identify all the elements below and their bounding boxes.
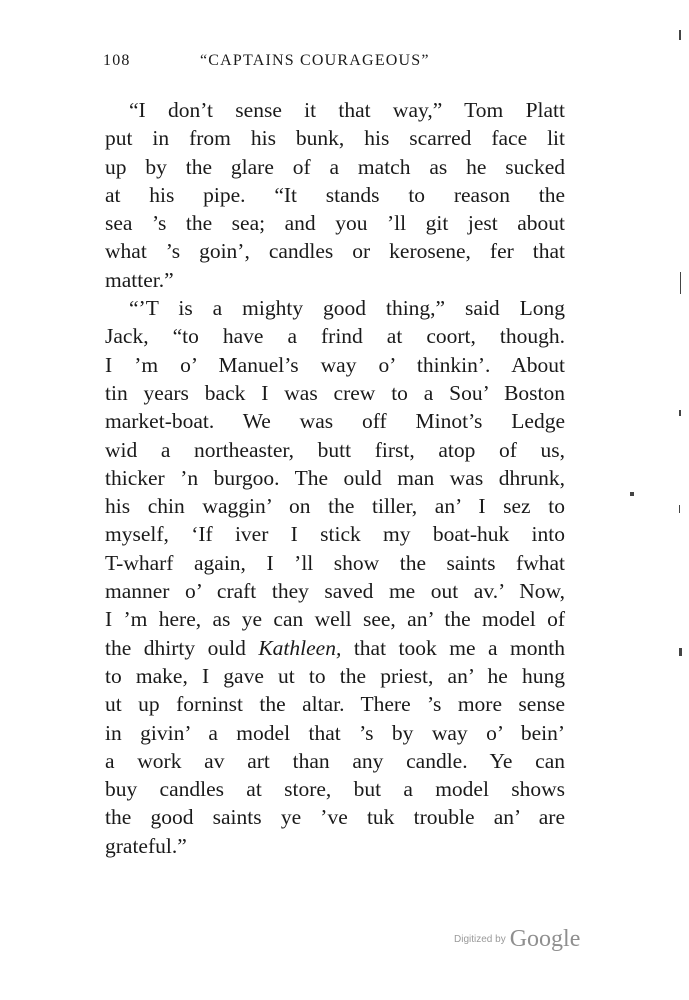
text-line: sea ’s the sea; and you ’ll git jest about xyxy=(105,211,565,236)
digitized-watermark xyxy=(454,926,580,953)
text-line: put in from his bunk, his scarred face lit xyxy=(105,126,565,151)
text-line xyxy=(105,634,565,662)
text-line: T-wharf again, I ’ll show the saints fwhat xyxy=(105,550,565,575)
text-line: up by the glare of a match as he sucked xyxy=(105,154,565,179)
text-line: a work av art than any candle. Ye can xyxy=(105,748,565,773)
text-line: ut up forninst the altar. There ’s more sense xyxy=(105,692,565,717)
text-line: his chin waggin’ on the tiller, an’ I sez to xyxy=(105,494,565,519)
text-line: wid a northeaster, butt first, atop of us, xyxy=(105,437,565,462)
scan-mark xyxy=(679,410,681,416)
text-line: grateful.” xyxy=(105,833,187,858)
scan-mark xyxy=(679,505,680,513)
text-line: “’T is a mighty good thing,” said Long xyxy=(129,296,565,321)
text-line: in givin’ a model that ’s by way o’ bein’ xyxy=(105,720,565,745)
text-line: what ’s goin’, candles or kerosene, fer that xyxy=(105,239,565,264)
running-title: “CAPTAINS COURAGEOUS” xyxy=(200,52,430,69)
scan-mark xyxy=(630,492,634,496)
text-line: I ’m here, as ye can well see, an’ the model of xyxy=(105,607,565,632)
text-line: thicker ’n burgoo. The ould man was dhrunk, xyxy=(105,465,565,490)
text-line: to make, I gave ut to the priest, an’ he hung xyxy=(105,663,565,688)
text-line: matter.” xyxy=(105,267,174,292)
text-line: market-boat. We was off Minot’s Ledge xyxy=(105,409,565,434)
body-text xyxy=(105,96,565,860)
ship-name-italic: Kathleen, xyxy=(258,635,342,660)
text-line: at his pipe. “It stands to reason the xyxy=(105,182,565,207)
google-logo: Google xyxy=(509,926,581,952)
text-line: buy candles at store, but a model shows xyxy=(105,777,565,802)
digitized-label: Digitized by xyxy=(454,934,506,945)
text-line: manner o’ craft they saved me out av.’ Now, xyxy=(105,579,565,604)
text-line: Jack, “to have a frind at coort, though. xyxy=(105,324,565,349)
scan-mark xyxy=(679,30,681,40)
text-line: “I don’t sense it that way,” Tom Platt xyxy=(129,98,565,122)
text-line: tin years back I was crew to a Sou’ Boston xyxy=(105,380,565,405)
text-run: the dhirty ould xyxy=(105,635,259,660)
text-line: the good saints ye ’ve tuk trouble an’ are xyxy=(105,805,565,830)
page-number: 108 xyxy=(103,52,131,69)
text-run: that took me a month xyxy=(341,635,565,660)
text-line: myself, ‘If iver I stick my boat-huk into xyxy=(105,522,565,547)
text-line: I ’m o’ Manuel’s way o’ thinkin’. About xyxy=(105,352,565,377)
scan-mark xyxy=(679,648,682,656)
scan-mark xyxy=(680,272,681,294)
